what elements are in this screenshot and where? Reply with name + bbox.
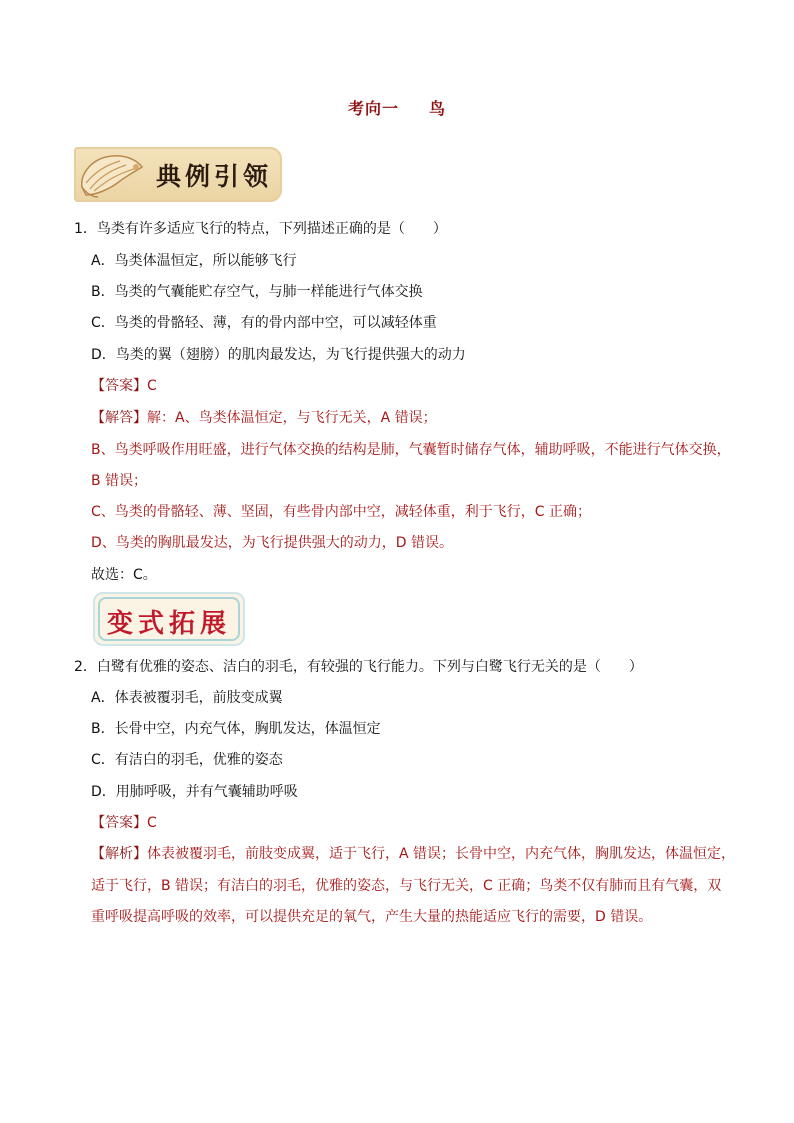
q2-analysis-line-2: 适于飞行，B 错误；有洁白的羽毛，优雅的姿态，与飞行无关，C 正确；鸟类不仅有肺而且有气囊，双 [91, 878, 722, 894]
example-banner [74, 147, 282, 202]
q1-analysis-line-4: C、鸟类的骨骼轻、薄、坚固，有些骨内部中空，减轻体重，利于飞行，C 正确； [91, 504, 591, 520]
q2-analysis-label: 【解析】 [91, 846, 147, 862]
q1-option-c: C．鸟类的骨骼轻、薄，有的骨内部中空，可以减轻体重 [91, 315, 437, 331]
section-title-part2: 鸟 [429, 99, 447, 118]
q1-conclusion: 故选：C。 [91, 567, 157, 583]
q2-answer-label: 【答案】 [91, 815, 147, 831]
q2-stem: 2．白鹭有优雅的姿态、洁白的羽毛，有较强的飞行能力。下列与白鹭飞行无关的是（ ） [74, 659, 643, 675]
q2-analysis-line-1: 【解析】体表被覆羽毛，前肢变成翼，适于飞行，A 错误；长骨中空，内充气体，胸肌发达，体温恒定， [91, 846, 736, 862]
q1-analysis-line-2: B、鸟类呼吸作用旺盛，进行气体交换的结构是肺，气囊暂时储存气体，辅助呼吸，不能进行气体交换， [91, 442, 731, 458]
q1-answer [91, 376, 157, 396]
q1-option-d: D．鸟类的翼（翅膀）的肌肉最发达，为飞行提供强大的动力 [91, 347, 466, 363]
q2-answer [91, 813, 157, 833]
q2-answer-value: C [147, 815, 157, 831]
section-title [0, 96, 794, 119]
q1-analysis-line-1: 【解答】解：A、鸟类体温恒定，与飞行无关，A 错误； [91, 410, 437, 426]
seashell-icon [76, 145, 146, 205]
q1-answer-label: 【答案】 [91, 378, 147, 394]
q1-option-b: B．鸟类的气囊能贮存空气，与肺一样能进行气体交换 [91, 284, 423, 300]
q1-analysis-label: 【解答】 [91, 410, 147, 426]
q1-analysis-line-5: D、鸟类的胸肌最发达，为飞行提供强大的动力，D 错误。 [91, 535, 454, 551]
q2-option-c: C．有洁白的羽毛，优雅的姿态 [91, 752, 283, 768]
q1-analysis-line-3: B 错误； [91, 473, 148, 489]
q2-analysis-line-3: 重呼吸提高呼吸的效率，可以提供充足的氧气，产生大量的热能适应飞行的需要，D 错误。 [91, 909, 653, 925]
q2-option-b: B．长骨中空，内充气体，胸肌发达，体温恒定 [91, 721, 381, 737]
q1-option-a: A．鸟类体温恒定，所以能够飞行 [91, 253, 297, 269]
q2-option-d: D．用肺呼吸，并有气囊辅助呼吸 [91, 784, 298, 800]
q1-stem: 1．鸟类有许多适应飞行的特点，下列描述正确的是（ ） [74, 221, 447, 237]
q1-answer-value: C [147, 378, 157, 394]
variant-banner-label: 变式拓展 [107, 609, 232, 639]
q2-option-a: A．体表被覆羽毛，前肢变成翼 [91, 690, 283, 706]
example-banner-label: 典例引领 [156, 162, 273, 191]
section-title-part1: 考向一 [347, 99, 399, 118]
variant-banner [93, 592, 245, 646]
